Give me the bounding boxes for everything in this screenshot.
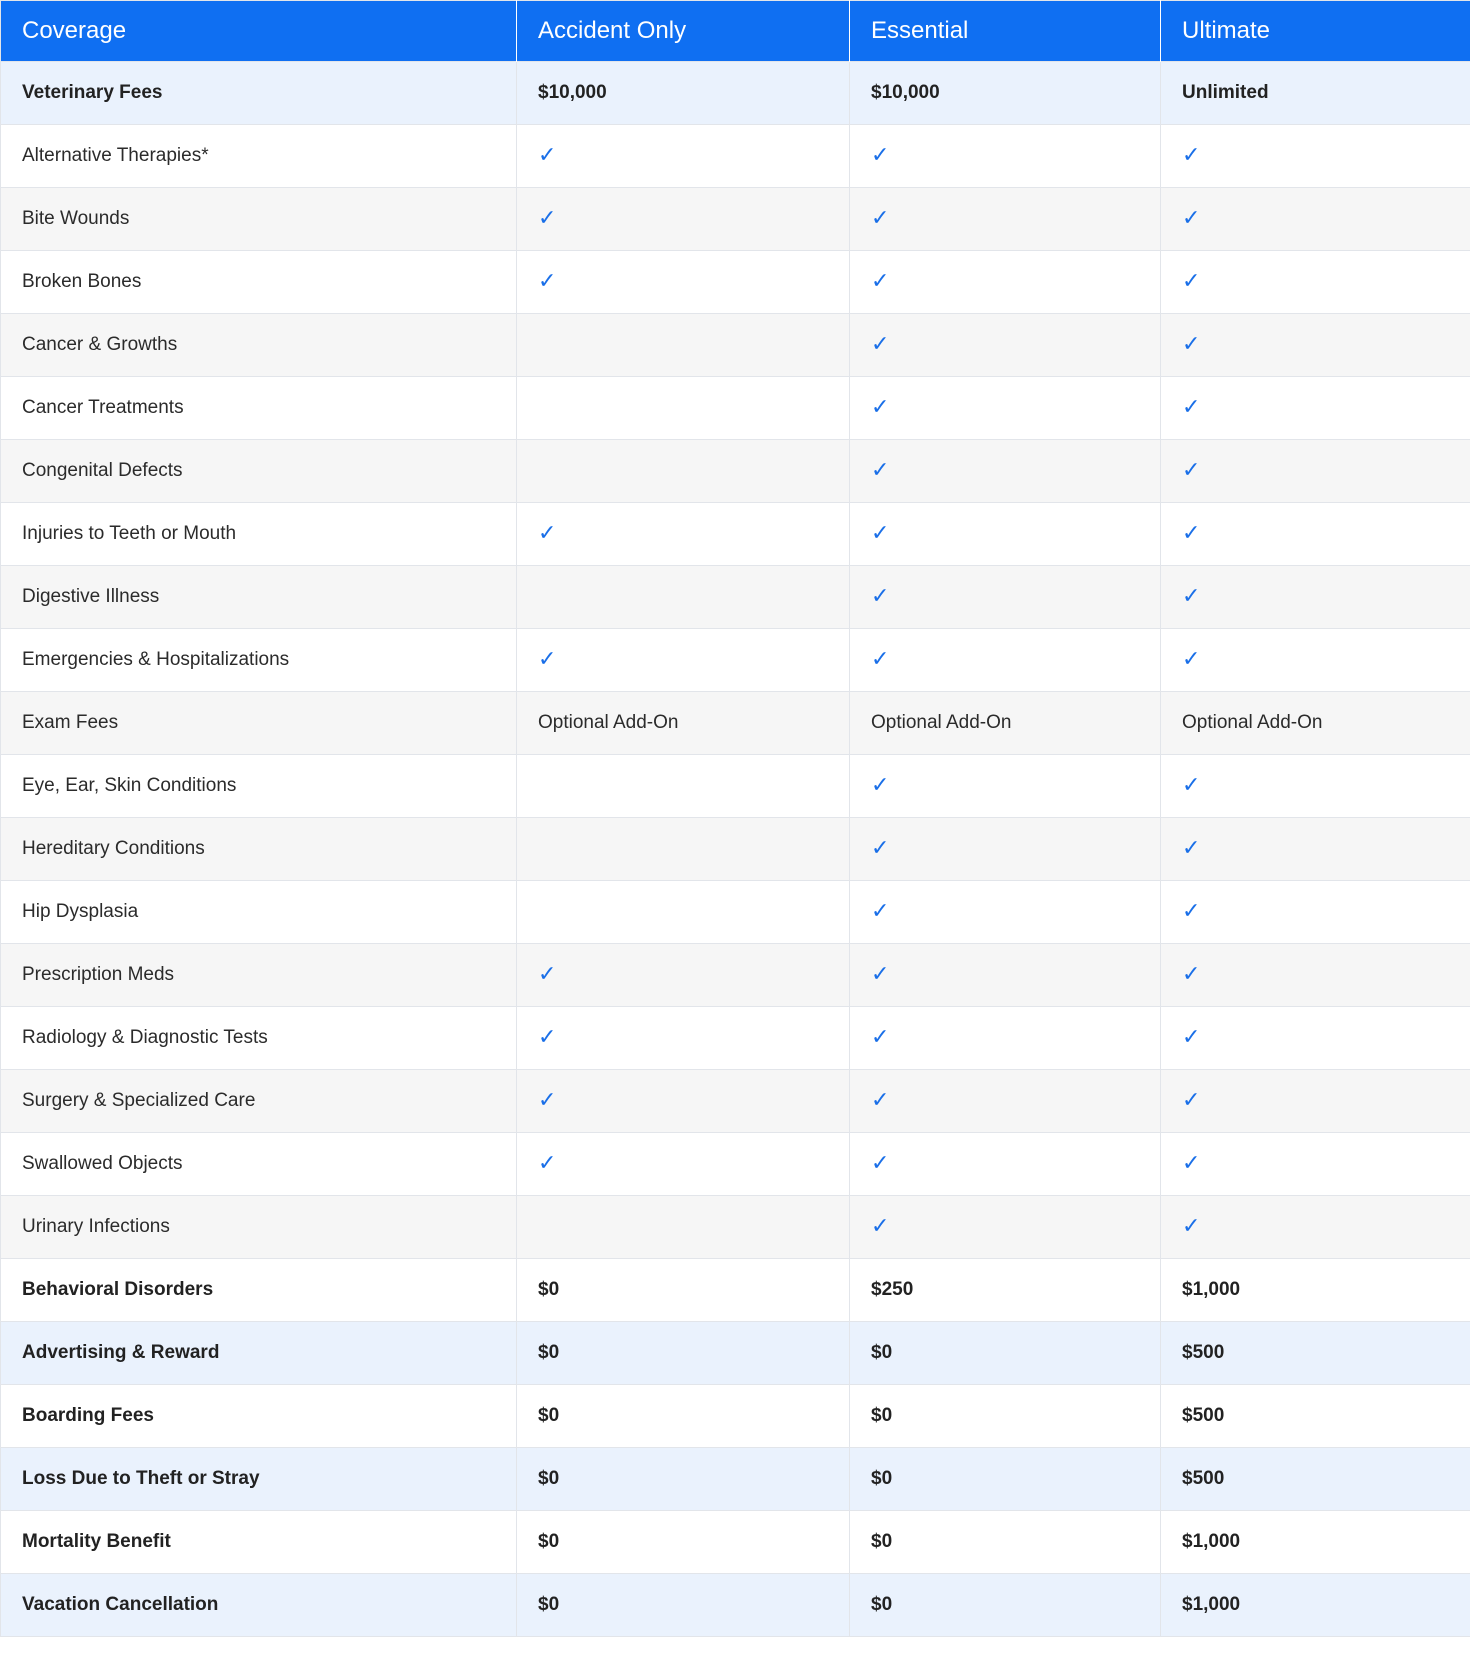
header-coverage: Coverage [1,1,517,62]
cell-essential: $10,000 [850,62,1161,125]
table-row [1,440,1470,503]
cell-accident-only [517,818,850,881]
cell-ultimate [1161,629,1470,692]
checkmark-icon: ✓ [871,583,890,608]
cell-ultimate [1161,1196,1470,1259]
cell-ultimate [1161,881,1470,944]
table-row [1,125,1470,188]
checkmark-icon: ✓ [538,961,557,986]
checkmark-icon: ✓ [538,268,557,293]
checkmark-icon: ✓ [1182,205,1201,230]
cell-essential [850,1070,1161,1133]
checkmark-icon: ✓ [871,961,890,986]
cell-essential [850,566,1161,629]
table-row [1,1574,1470,1637]
cell-accident-only: $0 [517,1511,850,1574]
checkmark-icon: ✓ [1182,268,1201,293]
coverage-label: Digestive Illness [1,566,517,629]
cell-essential: $0 [850,1511,1161,1574]
cell-accident-only [517,1133,850,1196]
cell-ultimate [1161,566,1470,629]
checkmark-icon: ✓ [871,268,890,293]
coverage-label: Loss Due to Theft or Stray [1,1448,517,1511]
coverage-label: Emergencies & Hospitalizations [1,629,517,692]
coverage-label: Vacation Cancellation [1,1574,517,1637]
checkmark-icon: ✓ [871,331,890,356]
cell-ultimate [1161,1007,1470,1070]
checkmark-icon: ✓ [538,646,557,671]
cell-accident-only: $0 [517,1448,850,1511]
checkmark-icon: ✓ [538,142,557,167]
cell-essential: $0 [850,1322,1161,1385]
cell-ultimate [1161,1070,1470,1133]
table-row [1,692,1470,755]
checkmark-icon: ✓ [1182,646,1201,671]
cell-ultimate [1161,251,1470,314]
cell-ultimate [1161,188,1470,251]
header-essential: Essential [850,1,1161,62]
cell-accident-only: $0 [517,1259,850,1322]
header-ultimate: Ultimate [1161,1,1470,62]
cell-ultimate [1161,1133,1470,1196]
cell-accident-only: Optional Add-On [517,692,850,755]
cell-ultimate [1161,755,1470,818]
cell-accident-only [517,377,850,440]
table-row [1,1385,1470,1448]
checkmark-icon: ✓ [871,1087,890,1112]
coverage-label: Exam Fees [1,692,517,755]
cell-ultimate [1161,818,1470,881]
cell-essential [850,755,1161,818]
cell-accident-only [517,566,850,629]
cell-ultimate [1161,314,1470,377]
coverage-label: Radiology & Diagnostic Tests [1,1007,517,1070]
cell-accident-only [517,125,850,188]
cell-ultimate [1161,125,1470,188]
cell-ultimate: $500 [1161,1385,1470,1448]
cell-accident-only [517,440,850,503]
coverage-label: Cancer Treatments [1,377,517,440]
table-row [1,1511,1470,1574]
table-row [1,62,1470,125]
checkmark-icon: ✓ [538,520,557,545]
coverage-label: Hereditary Conditions [1,818,517,881]
cell-ultimate: $1,000 [1161,1511,1470,1574]
table-body [1,62,1470,1637]
cell-ultimate: $500 [1161,1322,1470,1385]
checkmark-icon: ✓ [1182,961,1201,986]
checkmark-icon: ✓ [538,1087,557,1112]
table-row [1,755,1470,818]
checkmark-icon: ✓ [871,205,890,230]
checkmark-icon: ✓ [538,1024,557,1049]
checkmark-icon: ✓ [871,835,890,860]
table-row [1,1007,1470,1070]
checkmark-icon: ✓ [538,205,557,230]
table-row [1,1196,1470,1259]
table-row [1,1322,1470,1385]
cell-essential [850,440,1161,503]
cell-ultimate [1161,440,1470,503]
checkmark-icon: ✓ [871,142,890,167]
coverage-label: Advertising & Reward [1,1322,517,1385]
checkmark-icon: ✓ [538,1150,557,1175]
coverage-label: Eye, Ear, Skin Conditions [1,755,517,818]
checkmark-icon: ✓ [1182,142,1201,167]
table-row [1,881,1470,944]
checkmark-icon: ✓ [1182,331,1201,356]
cell-accident-only [517,188,850,251]
cell-essential [850,1196,1161,1259]
cell-accident-only [517,881,850,944]
cell-essential [850,818,1161,881]
cell-accident-only [517,944,850,1007]
cell-accident-only [517,1007,850,1070]
checkmark-icon: ✓ [871,646,890,671]
cell-essential: $0 [850,1448,1161,1511]
checkmark-icon: ✓ [871,394,890,419]
cell-ultimate [1161,944,1470,1007]
cell-essential: $0 [850,1574,1161,1637]
header-accident-only: Accident Only [517,1,850,62]
cell-accident-only [517,314,850,377]
cell-essential: $250 [850,1259,1161,1322]
table-row [1,188,1470,251]
cell-essential [850,251,1161,314]
table-row [1,818,1470,881]
checkmark-icon: ✓ [871,772,890,797]
cell-ultimate: Optional Add-On [1161,692,1470,755]
checkmark-icon: ✓ [1182,898,1201,923]
coverage-label: Behavioral Disorders [1,1259,517,1322]
coverage-label: Boarding Fees [1,1385,517,1448]
table-row [1,251,1470,314]
cell-essential [850,944,1161,1007]
coverage-label: Broken Bones [1,251,517,314]
coverage-label: Surgery & Specialized Care [1,1070,517,1133]
coverage-label: Injuries to Teeth or Mouth [1,503,517,566]
checkmark-icon: ✓ [1182,1024,1201,1049]
coverage-label: Cancer & Growths [1,314,517,377]
checkmark-icon: ✓ [871,1150,890,1175]
cell-accident-only [517,1196,850,1259]
cell-essential [850,1007,1161,1070]
cell-accident-only [517,251,850,314]
coverage-label: Bite Wounds [1,188,517,251]
cell-essential [850,881,1161,944]
cell-essential: Optional Add-On [850,692,1161,755]
table-row [1,503,1470,566]
table-row [1,1133,1470,1196]
cell-essential [850,1133,1161,1196]
cell-ultimate: $1,000 [1161,1259,1470,1322]
checkmark-icon: ✓ [1182,772,1201,797]
coverage-label: Congenital Defects [1,440,517,503]
cell-accident-only: $10,000 [517,62,850,125]
coverage-label: Urinary Infections [1,1196,517,1259]
header-row [1,1,1470,62]
checkmark-icon: ✓ [1182,457,1201,482]
cell-ultimate: Unlimited [1161,62,1470,125]
table-row [1,1259,1470,1322]
checkmark-icon: ✓ [1182,1150,1201,1175]
cell-essential [850,188,1161,251]
checkmark-icon: ✓ [1182,583,1201,608]
cell-accident-only: $0 [517,1385,850,1448]
table-row [1,1448,1470,1511]
table-row [1,314,1470,377]
cell-accident-only [517,503,850,566]
coverage-label: Mortality Benefit [1,1511,517,1574]
table-row [1,377,1470,440]
cell-ultimate: $1,000 [1161,1574,1470,1637]
cell-essential [850,314,1161,377]
cell-essential [850,377,1161,440]
cell-essential: $0 [850,1385,1161,1448]
cell-accident-only: $0 [517,1574,850,1637]
coverage-label: Hip Dysplasia [1,881,517,944]
checkmark-icon: ✓ [1182,835,1201,860]
checkmark-icon: ✓ [871,898,890,923]
cell-essential [850,503,1161,566]
table-row [1,1070,1470,1133]
cell-accident-only [517,1070,850,1133]
checkmark-icon: ✓ [1182,520,1201,545]
cell-accident-only [517,629,850,692]
coverage-label: Veterinary Fees [1,62,517,125]
coverage-label: Swallowed Objects [1,1133,517,1196]
table-row [1,566,1470,629]
cell-accident-only [517,755,850,818]
checkmark-icon: ✓ [1182,1087,1201,1112]
checkmark-icon: ✓ [1182,394,1201,419]
checkmark-icon: ✓ [871,457,890,482]
cell-essential [850,629,1161,692]
coverage-label: Alternative Therapies* [1,125,517,188]
cell-essential [850,125,1161,188]
checkmark-icon: ✓ [871,1024,890,1049]
coverage-label: Prescription Meds [1,944,517,1007]
table-row [1,944,1470,1007]
checkmark-icon: ✓ [1182,1213,1201,1238]
cell-ultimate: $500 [1161,1448,1470,1511]
cell-ultimate [1161,503,1470,566]
cell-ultimate [1161,377,1470,440]
table-header [1,1,1470,62]
table-row [1,629,1470,692]
checkmark-icon: ✓ [871,520,890,545]
cell-accident-only: $0 [517,1322,850,1385]
checkmark-icon: ✓ [871,1213,890,1238]
